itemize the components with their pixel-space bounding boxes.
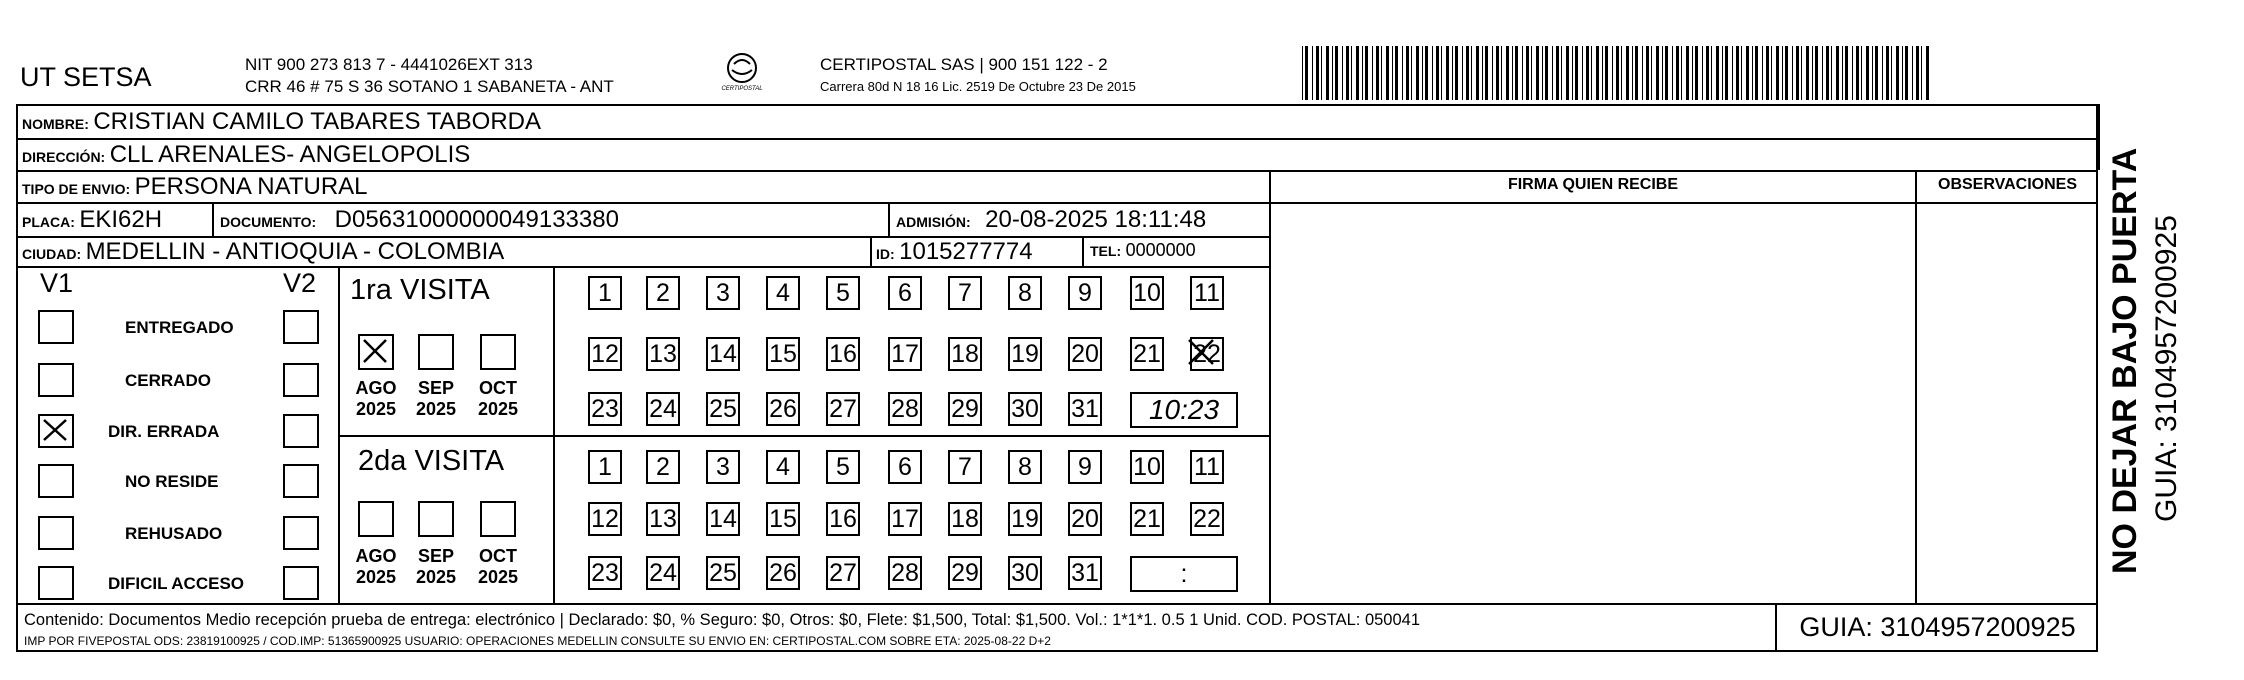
day-box[interactable]: 26 — [766, 556, 800, 590]
day-box[interactable]: 24 — [646, 556, 680, 590]
admision-value: 20-08-2025 18:11:48 — [985, 206, 1207, 233]
admision-row — [896, 206, 1206, 234]
barcode-bar — [1356, 46, 1359, 100]
barcode-bar — [1676, 46, 1679, 100]
barcode-bar — [1845, 46, 1848, 100]
side-guia: GUIA: 3104957200925 — [2150, 215, 2183, 522]
first-visit-title: 1ra VISITA — [350, 274, 490, 306]
barcode-bar — [1362, 46, 1363, 100]
barcode-bar — [1755, 46, 1758, 100]
barcode-bar — [1926, 46, 1929, 100]
barcode-bar — [1386, 46, 1389, 100]
barcode-bar — [1446, 46, 1449, 100]
day-box[interactable]: 8 — [1008, 450, 1042, 484]
barcode-bar — [1432, 46, 1433, 100]
month-checkbox[interactable] — [418, 501, 454, 537]
certipostal-logo — [712, 50, 772, 96]
v2-checkbox[interactable] — [283, 363, 319, 397]
status-option-label: NO RESIDE — [125, 472, 219, 491]
barcode-bar — [1395, 46, 1398, 100]
barcode-bar — [1746, 46, 1749, 100]
day-box[interactable]: 20 — [1068, 502, 1102, 536]
barcode-bar — [1312, 46, 1313, 100]
documento-value: D05631000000049133380 — [334, 206, 619, 233]
barcode — [1302, 46, 1934, 100]
v1-header: V1 — [40, 268, 74, 298]
license-line: Carrera 80d N 18 16 Lic. 2519 De Octubre 23 De 2015 — [820, 79, 1136, 94]
day-box[interactable]: 15 — [766, 337, 800, 371]
day-box[interactable]: 22 — [1190, 502, 1224, 536]
barcode-bar — [1722, 46, 1723, 100]
barcode-bar — [1632, 46, 1633, 100]
barcode-bar — [1321, 46, 1322, 100]
barcode-bar — [1305, 46, 1308, 100]
barcode-bar — [1316, 46, 1319, 100]
admision-label: ADMISIÓN: — [896, 214, 971, 230]
day-box[interactable]: 23 — [588, 392, 622, 426]
barcode-bar — [1796, 46, 1799, 100]
month-checkbox[interactable] — [418, 334, 454, 370]
barcode-bar — [1536, 46, 1539, 100]
documento-label: DOCUMENTO: — [220, 214, 317, 230]
day-box[interactable]: 1 — [588, 276, 622, 310]
ciudad-value: MEDELLIN - ANTIOQUIA - COLOMBIA — [85, 238, 505, 265]
day-box[interactable]: 6 — [888, 450, 922, 484]
observaciones-header: OBSERVACIONES — [1938, 176, 2077, 193]
day-box[interactable]: 14 — [706, 502, 740, 536]
barcode-bar — [1342, 46, 1343, 100]
barcode-bar — [1806, 46, 1809, 100]
barcode-bar — [1476, 46, 1479, 100]
barcode-bar — [1586, 46, 1589, 100]
v2-header: V2 — [283, 268, 317, 298]
barcode-bar — [1692, 46, 1693, 100]
barcode-bar — [1556, 46, 1559, 100]
barcode-bar — [1866, 46, 1869, 100]
day-box[interactable]: 24 — [646, 392, 680, 426]
barcode-bar — [1351, 46, 1352, 100]
barcode-bar — [1716, 46, 1719, 100]
barcode-bar — [1662, 46, 1663, 100]
barcode-bar — [1792, 46, 1793, 100]
barcode-bar — [1346, 46, 1349, 100]
day-box[interactable]: 17 — [888, 337, 922, 371]
barcode-bar — [1406, 46, 1409, 100]
barcode-bar — [1621, 46, 1622, 100]
documento-row — [220, 206, 619, 234]
day-box[interactable]: 28 — [888, 556, 922, 590]
tipo-label: TIPO DE ENVIO: — [22, 181, 131, 197]
day-box[interactable]: 30 — [1008, 556, 1042, 590]
day-box[interactable]: 19 — [1008, 337, 1042, 371]
barcode-bar — [1912, 46, 1913, 100]
no-dejar-warning: NO DEJAR BAJO PUERTA — [2106, 147, 2144, 574]
v1-checkbox[interactable] — [38, 310, 74, 344]
day-box[interactable]: 27 — [826, 556, 860, 590]
barcode-bar — [1591, 46, 1592, 100]
tipo-row — [22, 173, 368, 201]
company-address: CRR 46 # 75 S 36 SOTANO 1 SABANETA - ANT — [245, 77, 614, 96]
footer-guia: GUIA: 3104957200925 — [1799, 612, 2076, 642]
day-box[interactable]: 29 — [948, 392, 982, 426]
nombre-value: CRISTIAN CAMILO TABARES TABORDA — [93, 108, 541, 135]
month-checkbox[interactable] — [480, 334, 516, 370]
barcode-bar — [1381, 46, 1382, 100]
barcode-bar — [1492, 46, 1493, 100]
time-box[interactable]: : — [1130, 556, 1238, 592]
barcode-bar — [1515, 46, 1518, 100]
ciudad-row — [22, 238, 504, 266]
barcode-bar — [1801, 46, 1802, 100]
barcode-bar — [1782, 46, 1783, 100]
day-box[interactable]: 6 — [888, 276, 922, 310]
direccion-label: DIRECCIÓN: — [22, 149, 106, 165]
barcode-bar — [1466, 46, 1469, 100]
barcode-bar — [1561, 46, 1562, 100]
barcode-bar — [1566, 46, 1569, 100]
day-box[interactable]: 9 — [1068, 450, 1102, 484]
month-label: AGO 2025 — [355, 378, 397, 419]
footer-imp: IMP POR FIVEPOSTAL ODS: 23819100925 / COD.IMP: 51365900925 USUARIO: OPERACIONES MEDELLIN CONSULTE SU ENVIO EN: CERTIPOSTAL.COM SOBRE ETA: 2025-08-22 D+2 — [24, 634, 1051, 648]
day-box[interactable]: 7 — [948, 276, 982, 310]
month-checkbox[interactable] — [358, 334, 394, 370]
barcode-bar — [1836, 46, 1839, 100]
tipo-value: PERSONA NATURAL — [134, 173, 368, 200]
day-box[interactable]: 15 — [766, 502, 800, 536]
barcode-bar — [1376, 46, 1379, 100]
barcode-bar — [1702, 46, 1703, 100]
x-mark-icon — [40, 416, 72, 446]
day-box[interactable]: 21 — [1130, 502, 1164, 536]
barcode-bar — [1711, 46, 1712, 100]
barcode-bar — [1496, 46, 1499, 100]
day-box[interactable]: 4 — [766, 276, 800, 310]
v1-checkbox[interactable] — [38, 516, 74, 550]
month-label: SEP 2025 — [415, 546, 457, 587]
day-box[interactable]: 5 — [826, 450, 860, 484]
tel-label: TEL: — [1090, 243, 1122, 259]
day-box[interactable]: 7 — [948, 450, 982, 484]
day-box[interactable]: 11 — [1190, 450, 1224, 484]
barcode-bar — [1762, 46, 1763, 100]
day-box[interactable]: 25 — [706, 392, 740, 426]
direccion-value: CLL ARENALES- ANGELOPOLIS — [109, 141, 471, 168]
v1-checkbox[interactable] — [38, 414, 74, 448]
barcode-bar — [1921, 46, 1922, 100]
barcode-bar — [1436, 46, 1439, 100]
day-box[interactable]: 31 — [1068, 556, 1102, 590]
day-box[interactable]: 3 — [706, 450, 740, 484]
day-box[interactable]: 3 — [706, 276, 740, 310]
v2-checkbox[interactable] — [283, 516, 319, 550]
day-box[interactable]: 12 — [588, 502, 622, 536]
day-box[interactable]: 21 — [1130, 337, 1164, 371]
day-box[interactable]: 22 — [1190, 337, 1224, 371]
barcode-bar — [1916, 46, 1919, 100]
barcode-bar — [1462, 46, 1463, 100]
barcode-bar — [1905, 46, 1908, 100]
barcode-bar — [1575, 46, 1578, 100]
day-box[interactable]: 8 — [1008, 276, 1042, 310]
barcode-bar — [1766, 46, 1769, 100]
day-box[interactable]: 12 — [588, 337, 622, 371]
footer-content: Contenido: Documentos Medio recepción prueba de entrega: electrónico | Declarado: $0, % Seguro: $0, Otros: $0, Flete: $1,500, Total: $1,500. Vol.: 1*1*1. 0.5 1 Unid. COD. POSTAL: 050041 — [24, 611, 1421, 629]
barcode-bar — [1822, 46, 1823, 100]
ciudad-label: CIUDAD: — [22, 246, 82, 262]
barcode-bar — [1826, 46, 1829, 100]
barcode-bar — [1302, 46, 1303, 100]
day-box[interactable]: 14 — [706, 337, 740, 371]
barcode-bar — [1656, 46, 1659, 100]
day-box[interactable]: 25 — [706, 556, 740, 590]
barcode-bar — [1815, 46, 1818, 100]
nombre-label: NOMBRE: — [22, 116, 89, 132]
barcode-bar — [1882, 46, 1883, 100]
day-box[interactable]: 23 — [588, 556, 622, 590]
id-row — [876, 238, 1033, 266]
status-option-label: CERRADO — [125, 371, 211, 390]
day-box[interactable]: 16 — [826, 502, 860, 536]
v1-checkbox[interactable] — [38, 566, 74, 600]
barcode-bar — [1572, 46, 1573, 100]
day-box[interactable]: 19 — [1008, 502, 1042, 536]
barcode-bar — [1485, 46, 1488, 100]
barcode-bar — [1725, 46, 1728, 100]
barcode-bar — [1771, 46, 1772, 100]
barcode-bar — [1752, 46, 1753, 100]
barcode-bar — [1425, 46, 1428, 100]
day-box[interactable]: 27 — [826, 392, 860, 426]
barcode-bar — [1732, 46, 1733, 100]
x-mark-icon — [360, 336, 392, 368]
barcode-bar — [1596, 46, 1599, 100]
barcode-bar — [1736, 46, 1739, 100]
barcode-bar — [1471, 46, 1472, 100]
nit-line: NIT 900 273 813 7 - 4441026EXT 313 — [245, 55, 533, 74]
barcode-bar — [1605, 46, 1608, 100]
barcode-bar — [1875, 46, 1878, 100]
barcode-bar — [1831, 46, 1832, 100]
month-label: OCT 2025 — [477, 546, 519, 587]
barcode-bar — [1741, 46, 1742, 100]
barcode-bar — [1455, 46, 1458, 100]
barcode-bar — [1411, 46, 1412, 100]
barcode-bar — [1646, 46, 1649, 100]
barcode-bar — [1635, 46, 1638, 100]
barcode-bar — [1616, 46, 1619, 100]
day-box[interactable]: 2 — [646, 276, 680, 310]
v2-checkbox[interactable] — [283, 566, 319, 600]
day-box[interactable]: 31 — [1068, 392, 1102, 426]
barcode-bar — [1642, 46, 1643, 100]
placa-value: EKI62H — [79, 206, 163, 233]
day-box[interactable]: 1 — [588, 450, 622, 484]
placa-label: PLACA: — [22, 214, 75, 230]
company-name: UT SETSA — [20, 62, 152, 92]
barcode-bar — [1482, 46, 1483, 100]
barcode-bar — [1416, 46, 1419, 100]
barcode-bar — [1365, 46, 1368, 100]
day-box[interactable]: 26 — [766, 392, 800, 426]
day-box[interactable]: 29 — [948, 556, 982, 590]
month-label: OCT 2025 — [477, 378, 519, 419]
tel-value: 0000000 — [1125, 240, 1196, 260]
nombre-row — [22, 108, 541, 136]
barcode-bar — [1706, 46, 1709, 100]
id-value: 1015277774 — [899, 238, 1033, 265]
day-box[interactable]: 18 — [948, 337, 982, 371]
barcode-bar — [1872, 46, 1873, 100]
day-box[interactable]: 28 — [888, 392, 922, 426]
day-box[interactable]: 2 — [646, 450, 680, 484]
barcode-bar — [1531, 46, 1532, 100]
logo-text: CERTIPOSTAL — [721, 86, 763, 92]
barcode-bar — [1626, 46, 1629, 100]
barcode-bar — [1326, 46, 1329, 100]
barcode-bar — [1856, 46, 1859, 100]
v2-checkbox[interactable] — [283, 464, 319, 498]
day-box[interactable]: 20 — [1068, 337, 1102, 371]
barcode-bar — [1602, 46, 1603, 100]
placa-row — [22, 206, 162, 234]
day-box[interactable]: 9 — [1068, 276, 1102, 310]
month-label: SEP 2025 — [415, 378, 457, 419]
day-box[interactable]: 5 — [826, 276, 860, 310]
barcode-bar — [1812, 46, 1813, 100]
barcode-bar — [1422, 46, 1423, 100]
day-box[interactable]: 10 — [1130, 276, 1164, 310]
barcode-bar — [1672, 46, 1673, 100]
day-box[interactable]: 4 — [766, 450, 800, 484]
id-label: ID: — [876, 246, 895, 262]
barcode-bar — [1902, 46, 1903, 100]
barcode-bar — [1681, 46, 1682, 100]
v2-checkbox[interactable] — [283, 310, 319, 344]
barcode-bar — [1452, 46, 1453, 100]
second-visit-title: 2da VISITA — [358, 445, 505, 477]
barcode-bar — [1545, 46, 1548, 100]
barcode-bar — [1842, 46, 1843, 100]
tel-row — [1090, 240, 1196, 261]
barcode-bar — [1861, 46, 1862, 100]
day-box[interactable]: 16 — [826, 337, 860, 371]
time-box[interactable]: 10:23 — [1130, 392, 1238, 428]
status-option-label: ENTREGADO — [125, 318, 234, 337]
barcode-bar — [1552, 46, 1553, 100]
month-label: AGO 2025 — [355, 546, 397, 587]
barcode-bar — [1522, 46, 1523, 100]
barcode-bar — [1372, 46, 1373, 100]
day-box[interactable]: 30 — [1008, 392, 1042, 426]
barcode-bar — [1542, 46, 1543, 100]
barcode-bar — [1582, 46, 1583, 100]
v1-checkbox[interactable] — [38, 363, 74, 397]
day-box[interactable]: 11 — [1190, 276, 1224, 310]
barcode-bar — [1501, 46, 1502, 100]
barcode-bar — [1506, 46, 1509, 100]
barcode-bar — [1896, 46, 1899, 100]
month-checkbox[interactable] — [358, 501, 394, 537]
month-checkbox[interactable] — [480, 501, 516, 537]
day-box[interactable]: 13 — [646, 337, 680, 371]
day-box[interactable]: 10 — [1130, 450, 1164, 484]
day-box[interactable]: 18 — [948, 502, 982, 536]
status-option-label: DIR. ERRADA — [108, 422, 220, 441]
barcode-bar — [1332, 46, 1333, 100]
v1-checkbox[interactable] — [38, 464, 74, 498]
v2-checkbox[interactable] — [283, 414, 319, 448]
barcode-bar — [1526, 46, 1529, 100]
barcode-bar — [1612, 46, 1613, 100]
barcode-bar — [1402, 46, 1403, 100]
barcode-bar — [1441, 46, 1442, 100]
carrier-line: CERTIPOSTAL SAS | 900 151 122 - 2 — [820, 55, 1108, 74]
barcode-bar — [1891, 46, 1892, 100]
day-box[interactable]: 17 — [888, 502, 922, 536]
barcode-bar — [1852, 46, 1853, 100]
day-box[interactable]: 13 — [646, 502, 680, 536]
barcode-bar — [1785, 46, 1788, 100]
barcode-bar — [1651, 46, 1652, 100]
barcode-bar — [1695, 46, 1698, 100]
barcode-bar — [1665, 46, 1668, 100]
x-mark-icon — [1185, 336, 1219, 370]
status-option-label: REHUSADO — [125, 524, 223, 543]
barcode-bar — [1392, 46, 1393, 100]
firma-header: FIRMA QUIEN RECIBE — [1507, 176, 1679, 193]
barcode-bar — [1886, 46, 1889, 100]
barcode-bar — [1335, 46, 1338, 100]
barcode-bar — [1512, 46, 1513, 100]
status-option-label: DIFICIL ACCESO — [108, 574, 245, 593]
barcode-bar — [1686, 46, 1689, 100]
direccion-row — [22, 141, 470, 169]
barcode-bar — [1776, 46, 1779, 100]
